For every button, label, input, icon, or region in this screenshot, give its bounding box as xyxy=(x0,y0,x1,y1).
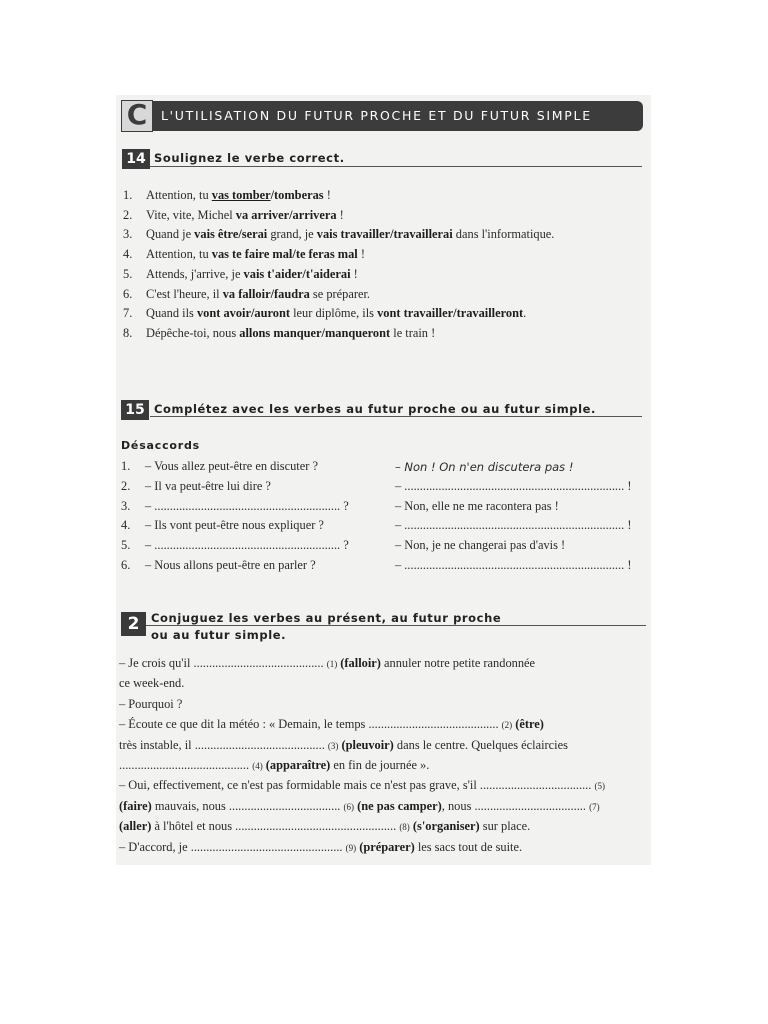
blank-number: (4) xyxy=(252,761,263,771)
sentence-text: Attention, tu xyxy=(146,247,212,262)
dialogue-text: ce week-end. xyxy=(119,676,185,691)
dialogue-text: – D'accord, je ................................................. xyxy=(119,839,346,854)
question-text: – Nous allons peut-être en parler ? xyxy=(145,558,316,572)
sentence-text: C'est l'heure, il xyxy=(146,286,223,301)
sentence-text: le train ! xyxy=(390,325,436,340)
exercise-2-number: 2 xyxy=(121,612,146,636)
verb-infinitive: (aller) xyxy=(119,819,152,834)
item-number: 7. xyxy=(123,306,133,321)
sentence-text: grand, je xyxy=(267,227,317,242)
verb-choice: vont travailler/travailleront xyxy=(377,306,524,321)
verb-choice: allons manquer/manqueront xyxy=(239,325,391,340)
dialogue-text: – Je crois qu'il .......................................... xyxy=(119,656,327,670)
exercise-2-line xyxy=(119,778,605,793)
verb-infinitive: (préparer) xyxy=(356,839,415,854)
question-text: – ............................................................ ? xyxy=(145,498,349,513)
verb-infinitive: (faire) xyxy=(119,798,152,813)
exercise-2-line xyxy=(119,676,184,691)
row-number: 5. xyxy=(121,538,131,553)
sentence-text: Quand ils xyxy=(146,306,197,321)
verb-infinitive: (pleuvoir) xyxy=(338,737,394,752)
verb-choice: va falloir/faudra xyxy=(222,286,310,301)
row-number: 2. xyxy=(121,478,131,493)
verb-infinitive: (s'organiser) xyxy=(409,819,480,834)
exercise-14-item xyxy=(146,247,365,262)
verb-choice: /tomberas xyxy=(270,188,324,202)
blank-number: (7) xyxy=(589,801,600,812)
section-title: L'UTILISATION DU FUTUR PROCHE ET DU FUTUR SIMPLE xyxy=(161,108,592,123)
row-number: 3. xyxy=(121,498,131,513)
exercise-14-number: 14 xyxy=(122,149,150,169)
dialogue-text: mauvais, nous .................................... xyxy=(151,798,344,813)
item-number: 2. xyxy=(123,207,133,222)
dialogue-text: à l'hôtel et nous .................................................... xyxy=(151,819,400,834)
exercise-2-instruction-line-2: ou au futur simple. xyxy=(151,628,287,642)
exercise-14-item xyxy=(146,306,526,321)
dialogue-text: , nous .................................... xyxy=(441,798,590,813)
exercise-2-instruction-line-1: Conjuguez les verbes au présent, au futur proche xyxy=(151,611,502,625)
exercise-14-item xyxy=(146,267,358,282)
exercise-14-item xyxy=(146,188,331,203)
item-number: 4. xyxy=(123,247,133,262)
sentence-text: Attends, j'arrive, je xyxy=(146,266,244,281)
sentence-text: ! xyxy=(357,247,365,262)
verb-choice: vas te faire mal/te feras mal xyxy=(211,247,358,262)
item-number: 5. xyxy=(123,266,133,281)
item-number: 6. xyxy=(123,286,133,301)
dialogue-text: .......................................... xyxy=(119,758,253,772)
answer-text: – ....................................................................... ! xyxy=(395,558,632,572)
exercise-2-rule xyxy=(146,625,646,626)
question-text: – Vous allez peut-être en discuter ? xyxy=(145,459,318,473)
verb-choice: vais t'aider/t'aiderai xyxy=(243,266,351,281)
verb-infinitive: (apparaître) xyxy=(262,758,331,772)
sentence-text: . xyxy=(523,306,527,321)
verb-choice: vais être/serai xyxy=(194,227,268,242)
blank-number: (6) xyxy=(343,801,355,812)
blank-number: (3) xyxy=(327,740,339,751)
section-letter-box xyxy=(121,100,153,132)
question-text: – ............................................................ ? xyxy=(145,538,349,553)
exercise-15-rule xyxy=(150,416,642,417)
verb-infinitive: (ne pas camper) xyxy=(354,798,442,813)
answer-text: – ....................................................................... ! xyxy=(395,478,632,493)
sentence-text: se préparer. xyxy=(309,286,371,301)
exercise-14-item xyxy=(146,208,344,223)
dialogue-text: en fin de journée ». xyxy=(330,758,430,772)
sentence-text: ! xyxy=(336,207,344,222)
item-number: 8. xyxy=(123,325,133,340)
sentence-text: Vite, vite, Michel xyxy=(146,207,236,222)
answer-text: – ....................................................................... ! xyxy=(395,518,632,533)
dialogue-text: annuler notre petite randonnée xyxy=(380,656,536,670)
sentence-text: Dépêche-toi, nous xyxy=(146,325,240,340)
answer-text: – Non ! On n'en discutera pas ! xyxy=(395,460,574,474)
item-number: 3. xyxy=(123,227,133,242)
exercise-2-line xyxy=(119,738,568,753)
exercise-15-number: 15 xyxy=(121,400,149,420)
answer-text: – Non, elle ne me racontera pas ! xyxy=(395,498,559,513)
verb-infinitive: (falloir) xyxy=(337,656,381,670)
exercise-2-line xyxy=(119,656,535,671)
dialogue-text: dans le centre. Quelques éclaircies xyxy=(393,737,568,752)
exercise-14-item xyxy=(146,287,370,302)
verb-choice: va arriver/arrivera xyxy=(235,207,337,222)
answer-text: – Non, je ne changerai pas d'avis ! xyxy=(395,538,566,553)
exercise-14-item xyxy=(146,326,435,341)
sentence-text: ! xyxy=(350,266,358,281)
row-number: 4. xyxy=(121,518,131,533)
exercise-14-instruction: Soulignez le verbe correct. xyxy=(154,151,345,165)
question-text: – Il va peut-être lui dire ? xyxy=(145,478,271,493)
question-text: – Ils vont peut-être nous expliquer ? xyxy=(145,518,324,533)
blank-number: (1) xyxy=(326,659,338,669)
sentence-text: Attention, tu xyxy=(146,188,212,202)
exercise-15-instruction: Complétez avec les verbes au futur proche ou au futur simple. xyxy=(154,402,597,416)
row-number: 6. xyxy=(121,558,131,572)
exercise-2-line xyxy=(119,819,530,834)
section-letter: C xyxy=(126,98,148,131)
row-number: 1. xyxy=(121,459,131,473)
exercise-2-line xyxy=(119,717,544,732)
sentence-text: leur diplôme, ils xyxy=(290,306,378,321)
verb-infinitive: (être) xyxy=(512,717,544,732)
blank-number: (8) xyxy=(399,822,410,833)
exercise-14-rule xyxy=(150,166,642,167)
dialogue-text: très instable, il .......................................... xyxy=(119,737,328,752)
sentence-text: dans l'informatique. xyxy=(452,227,555,242)
dialogue-text: – Pourquoi ? xyxy=(119,696,183,711)
exercise-15-subtitle: Désaccords xyxy=(121,439,201,452)
verb-choice: vas tomber xyxy=(211,188,271,202)
dialogue-text: les sacs tout de suite. xyxy=(414,839,523,854)
exercise-2-line xyxy=(119,758,429,773)
verb-choice: vais travailler/travaillerai xyxy=(316,227,453,242)
dialogue-text: sur place. xyxy=(479,819,531,834)
dialogue-text: – Oui, effectivement, ce n'est pas formidable mais ce n'est pas grave, s'il .................................... xyxy=(119,778,595,793)
item-number: 1. xyxy=(123,188,133,202)
blank-number: (9) xyxy=(345,842,357,853)
exercise-14-item xyxy=(146,227,554,242)
verb-choice: vont avoir/auront xyxy=(196,306,290,321)
blank-number: (2) xyxy=(501,720,513,731)
sentence-text: Quand je xyxy=(146,227,195,242)
sentence-text: ! xyxy=(323,188,331,202)
exercise-2-line xyxy=(119,840,522,855)
blank-number: (5) xyxy=(594,781,605,792)
dialogue-text: – Écoute ce que dit la météo : « Demain, le temps .......................................... xyxy=(119,717,502,732)
exercise-2-line xyxy=(119,799,600,814)
exercise-2-line xyxy=(119,697,182,712)
